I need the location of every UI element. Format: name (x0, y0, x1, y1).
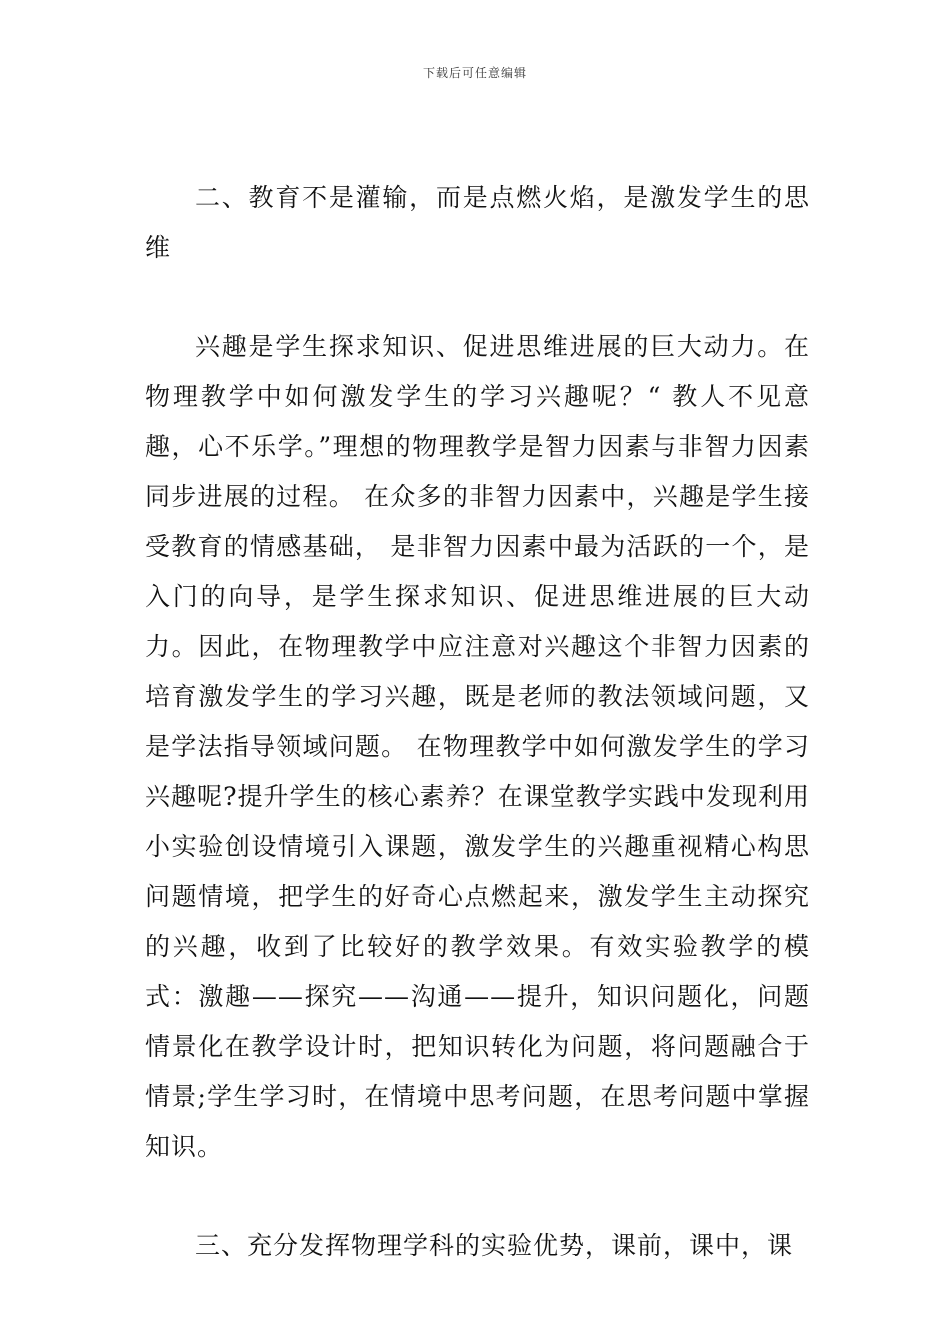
section-3-heading: 三、充分发挥物理学科的实验优势，课前，课中，课 (195, 1231, 794, 1260)
section-2-paragraph: 兴趣是学生探求知识、促进思维进展的巨大动力。在物理教学中如何激发学生的学习兴趣呢？“ 教人不见意趣，心不乐学。”理想的物理教学是智力因素与非智力因素同步进展的过程。 在众多的非智力因素中，兴趣是学生接受教育的情感基础， 是非智力因素中最为活跃的一个，是入门的向导，是学生探求知识、促进思维进展的巨大动力。因此，在物理教学中应注意对兴趣这个非智力因素的培育激发学生的学习兴趣，既是老师的教法领域问题，又是学法指导领域问题。 在物理教学中如何激发学生的学习兴趣呢?提升学生的核心素养？在课堂教学实践中发现利用小实验创设情境引入课题，激发学生的兴趣重视精心构思问题情境，把学生的好奇心点燃起来，激发学生主动探究的兴趣，收到了比较好的教学效果。有效实验教学的模式：激趣——探究——沟通——提升，知识问题化，问题情景化在教学设计时，把知识转化为问题，将问题融合于情景;学生学习时，在情境中思考问题，在思考问题中掌握知识。 (145, 332, 810, 1161)
section-2-heading: 二、教育不是灌输，而是点燃火焰，是激发学生的思维 (145, 183, 810, 262)
page-header-note: 下载后可任意编辑 (422, 66, 527, 80)
document-body (145, 173, 810, 1271)
